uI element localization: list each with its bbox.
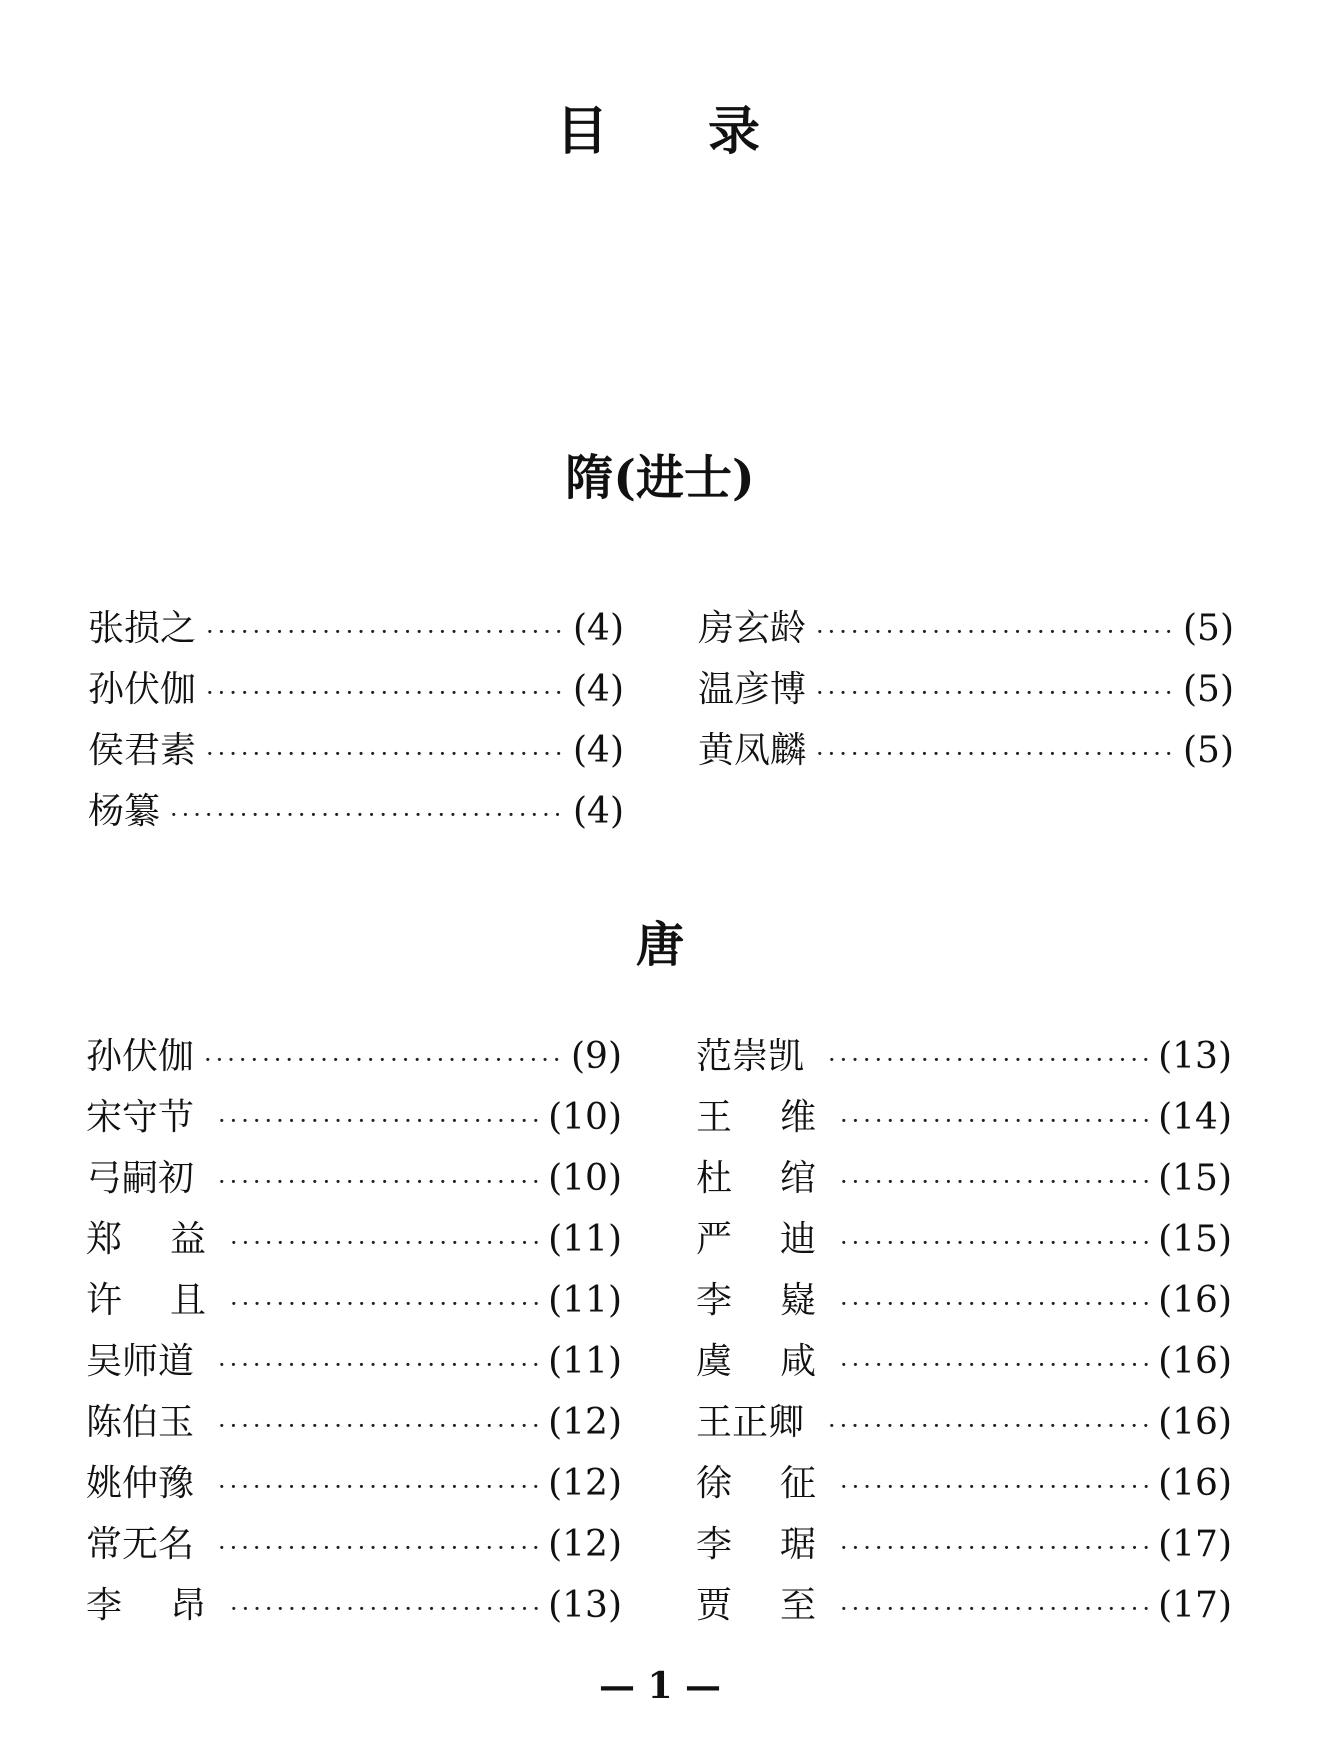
entry-name-char: 咸	[779, 1341, 816, 1382]
entry-name	[696, 1211, 816, 1262]
toc-entry[interactable]	[88, 600, 624, 661]
entry-page: (11)	[548, 1341, 622, 1382]
entry-name: 张损之	[88, 608, 197, 649]
entry-name-char: 郑	[86, 1219, 123, 1260]
entry-name: 范崇凯	[696, 1036, 805, 1077]
leader-dots	[828, 1412, 1148, 1440]
entry-name	[696, 1272, 816, 1323]
entry-name: 孙伏伽	[88, 669, 197, 710]
entry-page: (17)	[1158, 1585, 1232, 1626]
entry-page: (9)	[571, 1036, 622, 1077]
entry-page: (4)	[573, 730, 624, 771]
leader-dots	[840, 1473, 1148, 1501]
leader-dots	[816, 618, 1173, 646]
toc-entry[interactable]	[88, 722, 624, 783]
entry-name	[696, 1577, 816, 1628]
leader-dots	[206, 679, 563, 707]
entry-page: (16)	[1158, 1280, 1232, 1321]
toc-entry[interactable]	[696, 1516, 1232, 1577]
entry-page: (12)	[548, 1463, 622, 1504]
leader-dots	[218, 1168, 538, 1196]
entry-name-char: 李	[86, 1585, 123, 1626]
entry-name-char: 且	[169, 1280, 206, 1321]
leader-dots	[840, 1168, 1148, 1196]
entry-page: (5)	[1183, 608, 1234, 649]
entry-name: 王正卿	[696, 1402, 805, 1443]
toc-entry[interactable]	[698, 600, 1234, 661]
toc-entry[interactable]	[698, 661, 1234, 722]
entry-name-char: 益	[169, 1219, 206, 1260]
entry-page: (12)	[548, 1524, 622, 1565]
entry-page: (5)	[1183, 730, 1234, 771]
entry-name: 吴师道	[86, 1341, 195, 1382]
entry-page: (10)	[548, 1158, 622, 1199]
entry-page: (15)	[1158, 1219, 1232, 1260]
entry-name: 孙伏伽	[86, 1036, 195, 1077]
entry-name: 温彦博	[698, 669, 807, 710]
entry-page: (11)	[548, 1219, 622, 1260]
toc-entry[interactable]	[86, 1333, 622, 1394]
entry-page: (4)	[573, 669, 624, 710]
entry-name: 房玄龄	[698, 608, 807, 649]
toc-entry[interactable]	[696, 1150, 1232, 1211]
entry-page: (10)	[548, 1097, 622, 1138]
toc-entry[interactable]	[696, 1211, 1232, 1272]
entry-name	[86, 1211, 206, 1262]
leader-dots	[840, 1229, 1148, 1257]
entry-page: (13)	[1158, 1036, 1232, 1077]
toc-entry[interactable]	[86, 1516, 622, 1577]
leader-dots	[218, 1534, 538, 1562]
leader-dots	[840, 1107, 1148, 1135]
toc-entry[interactable]	[698, 722, 1234, 783]
entry-name-char: 李	[696, 1280, 733, 1321]
page-number: — 1 —	[598, 1665, 722, 1707]
leader-dots	[218, 1412, 538, 1440]
leader-dots	[840, 1595, 1148, 1623]
entry-name-char: 虞	[696, 1341, 733, 1382]
toc-entry[interactable]	[86, 1272, 622, 1333]
entry-name: 杨纂	[88, 791, 161, 832]
leader-dots	[218, 1107, 538, 1135]
toc-entry[interactable]	[88, 661, 624, 722]
entry-name: 姚仲豫	[86, 1463, 195, 1504]
entry-name-char: 绾	[779, 1158, 816, 1199]
toc-entry[interactable]	[696, 1455, 1232, 1516]
entry-name-char: 维	[779, 1097, 816, 1138]
entry-name-char: 至	[779, 1585, 816, 1626]
toc-entry[interactable]	[696, 1089, 1232, 1150]
entry-page: (12)	[548, 1402, 622, 1443]
entry-page: (15)	[1158, 1158, 1232, 1199]
toc-entry[interactable]	[696, 1333, 1232, 1394]
entry-name: 常无名	[86, 1524, 195, 1565]
leader-dots	[840, 1534, 1148, 1562]
entry-name: 侯君素	[88, 730, 197, 771]
toc-entry[interactable]	[696, 1272, 1232, 1333]
entry-name-char: 李	[696, 1524, 733, 1565]
toc-entry[interactable]	[696, 1394, 1232, 1455]
section-heading-tang: 唐	[635, 917, 684, 973]
entry-name-char: 征	[779, 1463, 816, 1504]
leader-dots	[206, 740, 563, 768]
entry-name-char: 琚	[779, 1524, 816, 1565]
entry-page: (16)	[1158, 1341, 1232, 1382]
entry-name	[696, 1516, 816, 1567]
entry-name-char: 许	[86, 1280, 123, 1321]
entry-name	[696, 1089, 816, 1140]
entry-name-char: 迪	[779, 1219, 816, 1260]
leader-dots	[230, 1595, 538, 1623]
toc-entry[interactable]	[696, 1028, 1232, 1089]
entry-page: (5)	[1183, 669, 1234, 710]
leader-dots	[816, 679, 1173, 707]
tang-left-column	[86, 1028, 622, 1638]
entry-name-char: 昂	[169, 1585, 206, 1626]
leader-dots	[170, 801, 563, 829]
toc-entry[interactable]	[86, 1089, 622, 1150]
leader-dots	[230, 1229, 538, 1257]
toc-entry[interactable]	[696, 1577, 1232, 1638]
entry-page: (16)	[1158, 1402, 1232, 1443]
entry-name	[86, 1272, 206, 1323]
entry-name: 弓嗣初	[86, 1158, 195, 1199]
entry-name-char: 王	[696, 1097, 733, 1138]
entry-name-char: 徐	[696, 1463, 733, 1504]
entry-page: (17)	[1158, 1524, 1232, 1565]
toc-entry[interactable]	[86, 1028, 622, 1089]
leader-dots	[230, 1290, 538, 1318]
entry-name-char: 杜	[696, 1158, 733, 1199]
leader-dots	[218, 1351, 538, 1379]
toc-entry[interactable]	[88, 783, 624, 844]
sui-right-column	[698, 600, 1234, 783]
entry-name: 陈伯玉	[86, 1402, 195, 1443]
toc-entry[interactable]	[86, 1150, 622, 1211]
entry-page: (14)	[1158, 1097, 1232, 1138]
entry-page: (4)	[573, 791, 624, 832]
section-heading-sui: 隋(进士)	[565, 450, 755, 506]
sui-left-column	[88, 600, 624, 844]
entry-name: 黄凤麟	[698, 730, 807, 771]
entry-page: (13)	[548, 1585, 622, 1626]
leader-dots	[828, 1046, 1148, 1074]
toc-entry[interactable]	[86, 1455, 622, 1516]
toc-entry[interactable]	[86, 1211, 622, 1272]
leader-dots	[840, 1351, 1148, 1379]
entry-name	[86, 1577, 206, 1628]
entry-name-char: 贾	[696, 1585, 733, 1626]
entry-page: (11)	[548, 1280, 622, 1321]
title-char-2: 录	[708, 102, 765, 162]
page-title	[0, 100, 1320, 164]
leader-dots	[816, 740, 1173, 768]
tang-right-column	[696, 1028, 1232, 1638]
toc-entry[interactable]	[86, 1394, 622, 1455]
toc-entry[interactable]	[86, 1577, 622, 1638]
entry-name	[696, 1150, 816, 1201]
entry-name-char: 嶷	[779, 1280, 816, 1321]
leader-dots	[206, 618, 563, 646]
entry-name	[696, 1455, 816, 1506]
leader-dots	[204, 1046, 561, 1074]
entry-page: (4)	[573, 608, 624, 649]
leader-dots	[218, 1473, 538, 1501]
entry-page: (16)	[1158, 1463, 1232, 1504]
entry-name-char: 严	[696, 1219, 733, 1260]
leader-dots	[840, 1290, 1148, 1318]
title-char-1: 目	[555, 102, 612, 162]
entry-name: 宋守节	[86, 1097, 195, 1138]
entry-name	[696, 1333, 816, 1384]
